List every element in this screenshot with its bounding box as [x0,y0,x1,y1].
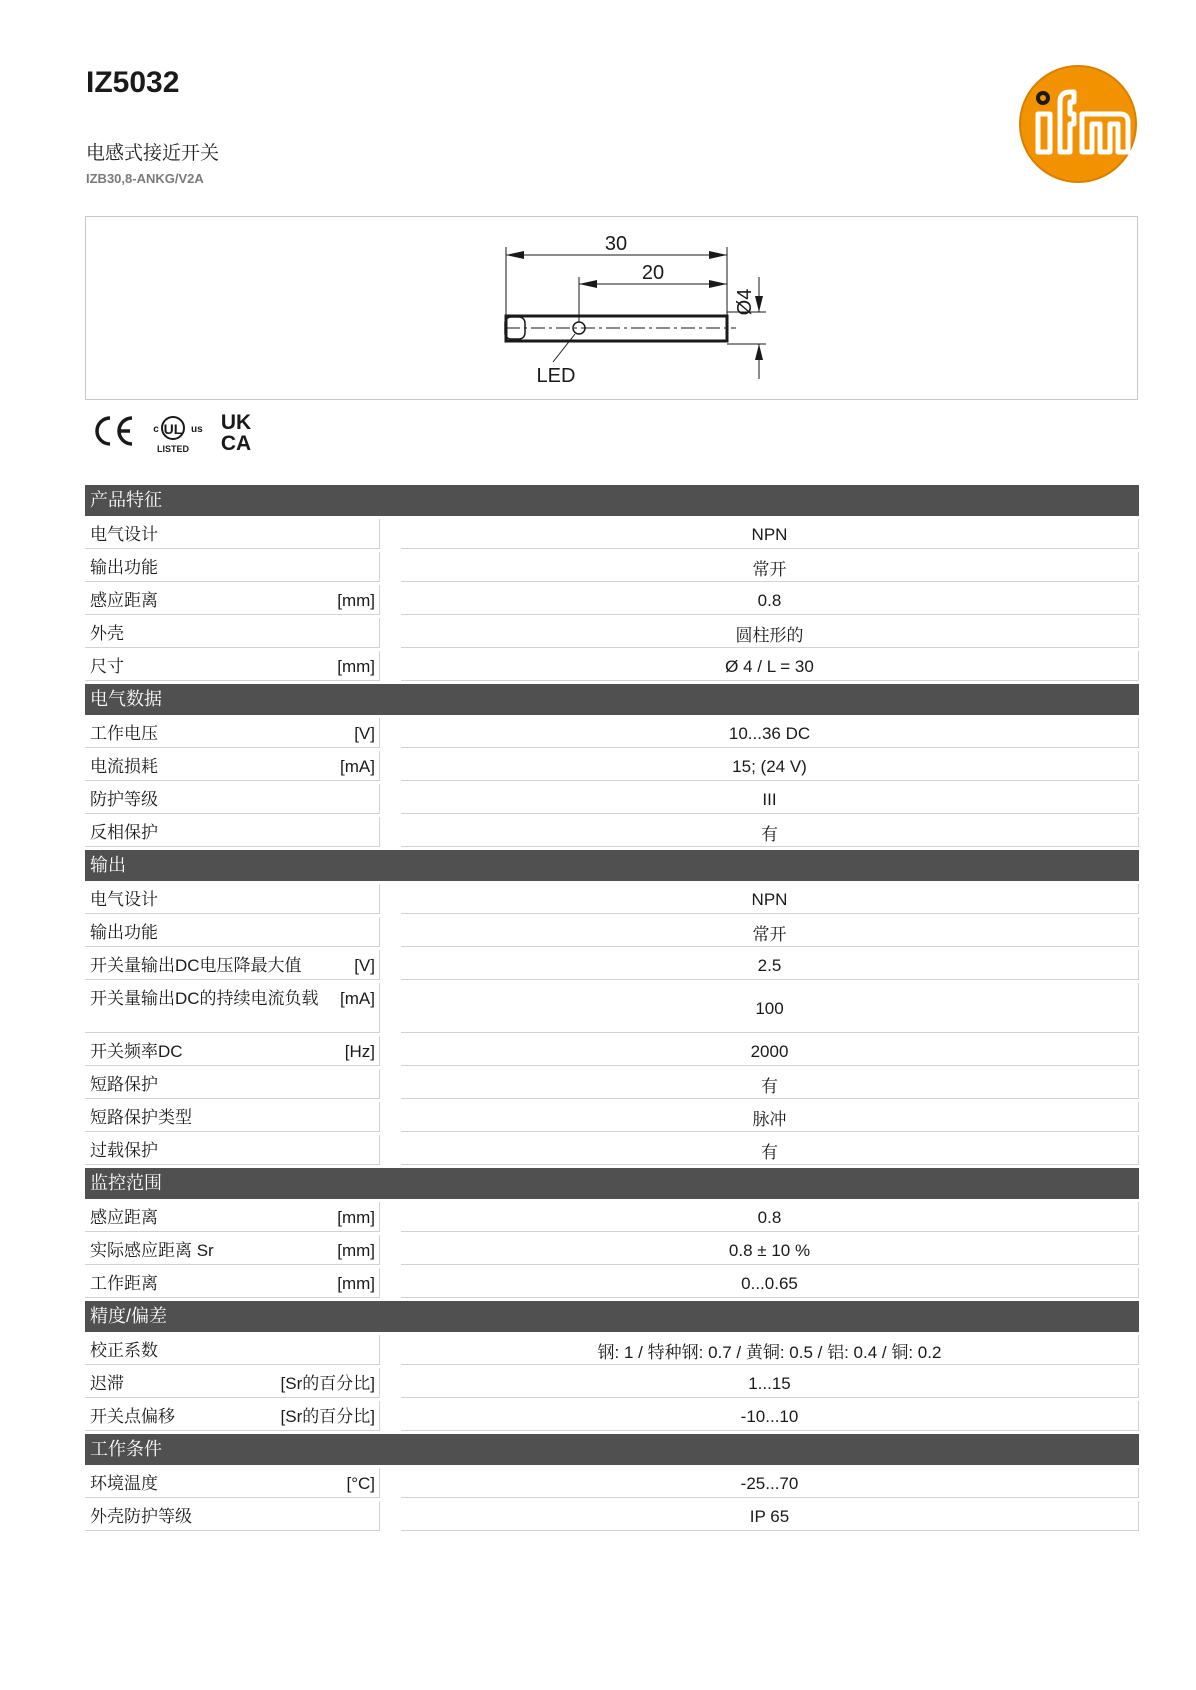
spec-row [85,651,1139,681]
spec-row [85,1368,1139,1398]
spec-value: 0.8 ± 10 % [401,1235,1139,1265]
section-header: 精度/偏差 [85,1301,1139,1332]
svg-text:CA: CA [220,432,252,455]
spec-section [85,1168,1139,1298]
spec-label-cell [85,1235,380,1265]
dimension-sensing-label: 20 [641,262,665,284]
spec-label: 反相保护 [90,823,158,842]
svg-text:LISTED: LISTED [156,444,190,454]
spec-value: 0.8 [401,585,1139,615]
spec-row [85,1335,1139,1365]
spec-label: 过载保护 [90,1141,158,1160]
spec-value: 100 [401,983,1139,1033]
svg-text:c: c [153,424,159,435]
spec-label-cell [85,1468,380,1498]
spec-label: 短路保护类型 [90,1108,192,1127]
section-header: 工作条件 [85,1434,1139,1465]
spec-unit: [mm] [337,1208,375,1227]
spec-value: 有 [401,1135,1139,1165]
spec-label-cell [85,519,380,549]
spec-label: 开关频率DC [90,1042,183,1061]
spec-value: 2000 [401,1036,1139,1066]
spec-label: 短路保护 [90,1075,158,1094]
dimension-drawing [85,216,1138,400]
spec-label-cell [85,950,380,980]
spec-label: 环境温度 [90,1474,158,1493]
spec-value: Ø 4 / L = 30 [401,651,1139,681]
spec-value: 钢: 1 / 特种钢: 0.7 / 黄铜: 0.5 / 铝: 0.4 / 铜: 0.2 [401,1335,1139,1365]
product-type: 电感式接近开关 [86,143,220,164]
spec-label-cell [85,1202,380,1232]
spec-section [85,1301,1139,1431]
spec-unit: [Sr的百分比] [280,1374,375,1393]
spec-label: 电流损耗 [90,757,158,776]
spec-value: IP 65 [401,1501,1139,1531]
spec-label: 工作距离 [90,1274,158,1293]
spec-unit: [mA] [340,989,375,1008]
ifm-logo [1016,62,1140,186]
section-header: 输出 [85,850,1139,881]
section-header: 产品特征 [85,485,1139,516]
spec-value: 1...15 [401,1368,1139,1398]
spec-label: 电气设计 [90,525,158,544]
certification-marks [92,408,272,456]
spec-section [85,684,1139,847]
spec-label-cell [85,651,380,681]
spec-label-cell [85,917,380,947]
spec-label: 校正系数 [90,1341,158,1360]
led-label: LED [536,365,576,387]
spec-row [85,1202,1139,1232]
spec-row [85,519,1139,549]
spec-unit: [V] [354,724,375,743]
specifications-table [85,485,1139,1531]
svg-text:UK: UK [220,411,252,434]
product-title: IZ5032 [86,66,180,99]
spec-section [85,1434,1139,1531]
spec-value: 圆柱形的 [401,618,1139,648]
spec-unit: [Sr的百分比] [280,1407,375,1426]
spec-value: 有 [401,817,1139,847]
spec-section [85,485,1139,681]
spec-row [85,1468,1139,1498]
spec-label-cell [85,751,380,781]
spec-value: NPN [401,884,1139,914]
spec-label: 防护等级 [90,790,158,809]
spec-label-cell [85,1335,380,1365]
spec-row [85,585,1139,615]
spec-label: 开关量输出DC的持续电流负载 [90,989,319,1008]
spec-row [85,1102,1139,1132]
spec-label-cell [85,1501,380,1531]
section-header: 电气数据 [85,684,1139,715]
spec-value: 有 [401,1069,1139,1099]
spec-label-cell [85,1135,380,1165]
ul-listed-mark [153,417,203,454]
spec-unit: [mm] [337,591,375,610]
spec-label-cell [85,1268,380,1298]
spec-label-cell [85,552,380,582]
spec-label-cell [85,618,380,648]
spec-value: 2.5 [401,950,1139,980]
spec-label-cell [85,784,380,814]
spec-value: 0...0.65 [401,1268,1139,1298]
spec-row [85,950,1139,980]
spec-label: 感应距离 [90,1208,158,1227]
spec-value: 0.8 [401,1202,1139,1232]
spec-unit: [mA] [340,757,375,776]
spec-unit: [mm] [337,1241,375,1260]
spec-label: 开关量输出DC电压降最大值 [90,956,302,975]
spec-value: 常开 [401,917,1139,947]
spec-label-cell [85,884,380,914]
spec-value: III [401,784,1139,814]
spec-label: 外壳防护等级 [90,1507,192,1526]
spec-row [85,1501,1139,1531]
spec-label: 输出功能 [90,923,158,942]
spec-unit: [°C] [346,1474,375,1493]
spec-row [85,718,1139,748]
dimension-diameter-label: Ø4 [734,288,756,316]
spec-row [85,1401,1139,1431]
spec-label-cell [85,1069,380,1099]
svg-text:us: us [191,424,203,435]
spec-label: 尺寸 [90,657,124,676]
spec-value: 10...36 DC [401,718,1139,748]
spec-row [85,751,1139,781]
spec-row [85,917,1139,947]
spec-label: 输出功能 [90,558,158,577]
spec-label: 感应距离 [90,591,158,610]
spec-value: 常开 [401,552,1139,582]
product-code: IZB30,8-ANKG/V2A [86,171,204,186]
spec-row [85,1268,1139,1298]
section-header: 监控范围 [85,1168,1139,1199]
spec-label: 实际感应距离 Sr [90,1241,214,1260]
spec-row [85,884,1139,914]
spec-value: -25...70 [401,1468,1139,1498]
spec-label-cell [85,1401,380,1431]
spec-row [85,618,1139,648]
spec-value: NPN [401,519,1139,549]
spec-value: 脉冲 [401,1102,1139,1132]
spec-value: -10...10 [401,1401,1139,1431]
spec-label-cell [85,1036,380,1066]
spec-row [85,817,1139,847]
spec-label-cell [85,585,380,615]
spec-label-cell [85,817,380,847]
spec-label-cell [85,983,380,1033]
spec-label-cell [85,1368,380,1398]
spec-row [85,784,1139,814]
spec-row [85,1036,1139,1066]
spec-row [85,1235,1139,1265]
spec-unit: [mm] [337,1274,375,1293]
spec-row [85,983,1139,1033]
spec-label-cell [85,1102,380,1132]
spec-label: 外壳 [90,624,124,643]
spec-unit: [V] [354,956,375,975]
svg-text:UL: UL [163,421,183,437]
spec-row [85,1069,1139,1099]
ukca-mark [221,411,251,455]
spec-label: 电气设计 [90,890,158,909]
spec-label: 工作电压 [90,724,158,743]
spec-section [85,850,1139,1165]
ce-mark [97,418,132,444]
spec-value: 15; (24 V) [401,751,1139,781]
spec-unit: [mm] [337,657,375,676]
spec-label-cell [85,718,380,748]
spec-unit: [Hz] [344,1042,375,1061]
spec-row [85,1135,1139,1165]
spec-row [85,552,1139,582]
spec-label: 迟滞 [90,1374,124,1393]
dimension-length-label: 30 [604,233,628,255]
spec-label: 开关点偏移 [90,1407,175,1426]
